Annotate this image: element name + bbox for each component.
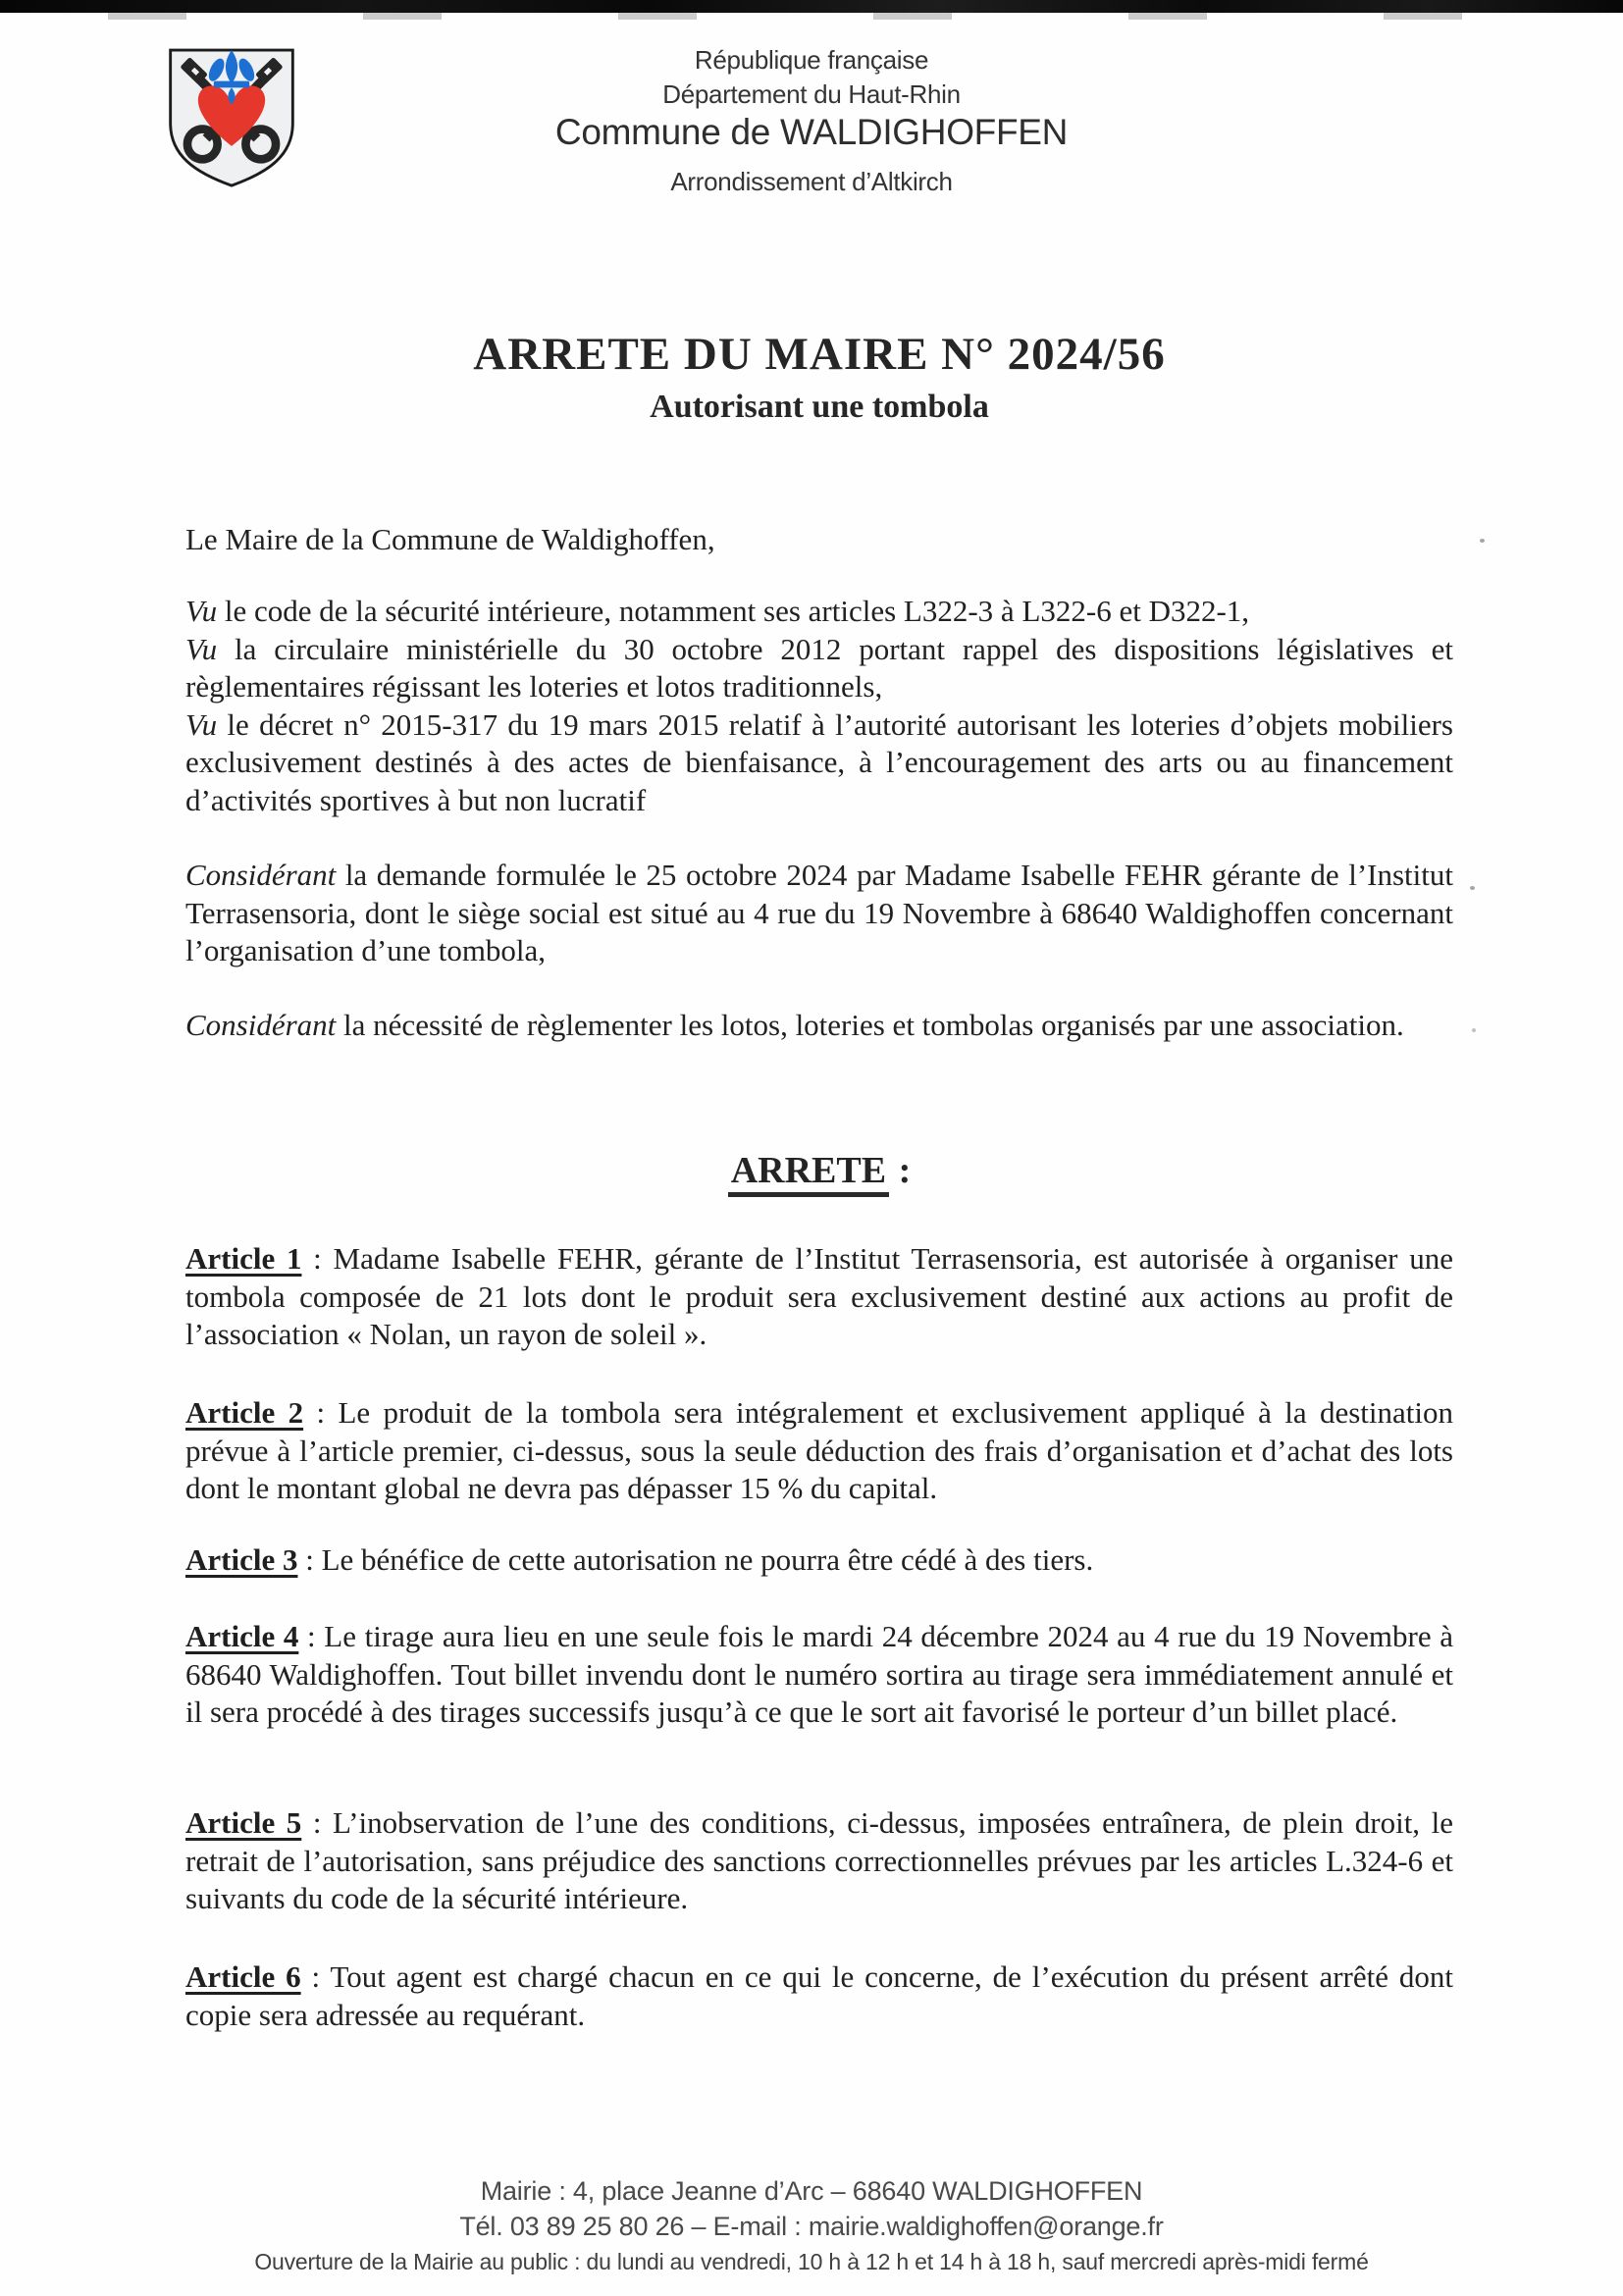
article-paragraph — [185, 1618, 1453, 1732]
decree-subtitle: Autorisant une tombola — [650, 389, 989, 425]
considerant-text: la demande formulée le 25 octobre 2024 par Madame Isabelle FEHR gérante de l’Institut Terrasensoria, dont le siège social est situé au 4 rue du 19 Novembre à 68640 Waldighoffen concernant l’organisation d’une tombola, — [185, 858, 1453, 967]
vu-lead: Vu — [185, 631, 218, 666]
article-text: : Le bénéfice de cette autorisation ne pourra être cédé à des tiers. — [297, 1542, 1094, 1577]
scan-speck — [1472, 1028, 1476, 1032]
arrete-heading — [185, 1149, 1453, 1192]
republic-line: République française — [694, 45, 929, 75]
arrondissement-line: Arrondissement d’Altkirch — [670, 167, 953, 196]
article-text: : Le tirage aura lieu en une seule fois le mardi 24 décembre 2024 au 4 rue du 19 Novembre à 68640 Waldighoffen. Tout billet invendu dont le numéro sortira au tirage sera immédiatement annulé et il sera procédé à des tirages successifs jusqu’à ce que le sort ait favorisé le porteur d’un billet placé. — [185, 1619, 1454, 1729]
vu-text: le code de la sécurité intérieure, notamment ses articles L322-3 à L322-6 et D322-1, — [217, 594, 1250, 628]
considerant-text: la nécessité de règlementer les lotos, loteries et tombolas organisés par une association. — [336, 1008, 1404, 1042]
vu-item — [185, 706, 1453, 820]
article-label: Article 5 — [185, 1805, 302, 1840]
mairie-hours-line: Ouverture de la Mairie au public : du lundi au vendredi, 10 h à 12 h et 14 h à 18 h, sauf mercredi après-midi fermé — [254, 2249, 1369, 2274]
article-text: : L’inobservation de l’une des conditions, ci-dessus, imposées entraînera, de plein droit, le retrait de l’autorisation, sans préjudice des sanctions correctionnelles prévues par les articles L.324-6 et suivants du code de la sécurité intérieure. — [185, 1805, 1453, 1915]
mairie-contact-line: Tél. 03 89 25 80 26 – E-mail : mairie.waldighoffen@orange.fr — [459, 2212, 1164, 2241]
article-paragraph — [185, 1541, 1453, 1580]
vu-text: la circulaire ministérielle du 30 octobre 2012 portant rappel des dispositions législatives et règlementaires régissant les loteries et lotos traditionnels, — [185, 631, 1453, 704]
arrete-heading-colon: : — [889, 1150, 912, 1191]
considerant-paragraph — [185, 1007, 1453, 1045]
scan-speck — [1480, 539, 1485, 543]
article-label: Article 2 — [185, 1395, 304, 1430]
article-paragraph — [185, 1958, 1453, 2034]
article-label: Article 6 — [185, 1959, 301, 1994]
considerant-lead: Considérant — [185, 858, 337, 892]
arrete-heading-text: ARRETE — [728, 1150, 889, 1197]
article-text: : Tout agent est chargé chacun en ce qui le concerne, de l’exécution du présent arrêté dont copie sera adressée au requérant. — [185, 1959, 1453, 2032]
article-label: Article 3 — [185, 1542, 298, 1577]
considerant-paragraph — [185, 857, 1453, 970]
vu-lead: Vu — [185, 706, 218, 742]
salutation: Le Maire de la Commune de Waldighoffen, — [185, 522, 715, 556]
mairie-address-line: Mairie : 4, place Jeanne d’Arc – 68640 WALDIGHOFFEN — [480, 2176, 1143, 2206]
scan-artifact-bar — [0, 0, 1623, 13]
article-label: Article 4 — [185, 1619, 299, 1653]
vu-recitals — [185, 593, 1453, 819]
article-label: Article 1 — [185, 1241, 302, 1276]
vu-lead: Vu — [185, 594, 218, 628]
decree-title: ARRETE DU MAIRE N° 2024/56 — [473, 329, 1166, 380]
vu-item — [185, 593, 1453, 631]
article-text: : Madame Isabelle FEHR, gérante de l’Institut Terrasensoria, est autorisée à organiser une tombola composée de 21 lots dont le produit sera exclusivement destiné aux actions au profit de l’association « Nolan, un rayon de soleil ». — [185, 1241, 1453, 1351]
article-paragraph — [185, 1240, 1453, 1354]
article-paragraph — [185, 1394, 1453, 1508]
vu-text: le décret n° 2015-317 du 19 mars 2015 relatif à l’autorité autorisant les loteries d’objets mobiliers exclusivement destinés à des actes de bienfaisance, à l’encouragement des arts ou au financement d’activités sportives à but non lucratif — [185, 706, 1453, 817]
vu-item — [185, 631, 1453, 706]
article-text: : Le produit de la tombola sera intégralement et exclusivement appliqué à la destination prévue à l’article premier, ci-dessus, sous la seule déduction des frais d’organisation et d’achat des lots dont le montant global ne devra pas dépasser 15 % du capital. — [185, 1395, 1454, 1505]
article-paragraph — [185, 1804, 1453, 1918]
commune-line: Commune de WALDIGHOFFEN — [554, 112, 1069, 152]
considerant-lead: Considérant — [185, 1008, 337, 1042]
department-line: Département du Haut-Rhin — [662, 79, 961, 109]
scan-speck — [1470, 886, 1475, 890]
